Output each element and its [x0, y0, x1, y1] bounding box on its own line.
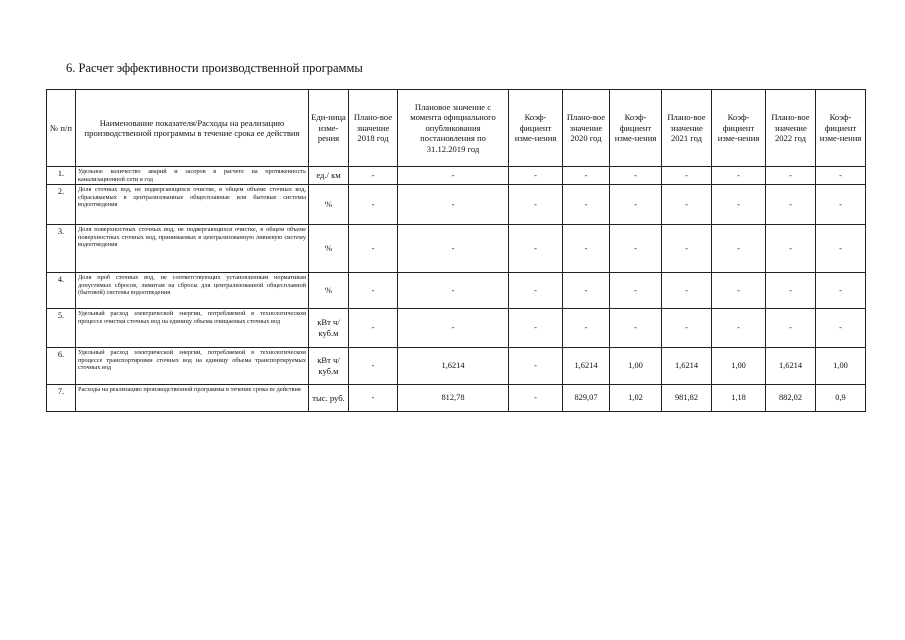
- value-cell: -: [509, 348, 563, 385]
- unit-cell: кВт ч/куб.м: [309, 348, 349, 385]
- value-cell: -: [563, 167, 610, 185]
- value-cell: 1,00: [712, 348, 766, 385]
- row-number: 4.: [47, 273, 76, 309]
- value-cell: 1,6214: [662, 348, 712, 385]
- column-header: Наименование показателя/Расходы на реализацию производственной программы в течение срока ее действия: [76, 90, 309, 167]
- unit-cell: тыс. руб.: [309, 385, 349, 412]
- table-row: [47, 225, 866, 273]
- column-header: Плано-вое значение 2022 год: [766, 90, 816, 167]
- value-cell: -: [349, 225, 398, 273]
- value-cell: -: [610, 309, 662, 348]
- value-cell: -: [509, 167, 563, 185]
- value-cell: -: [398, 309, 509, 348]
- value-cell: -: [610, 185, 662, 225]
- indicator-name: Удельный расход электрической энергии, потребляемой в технологическом процессе транспортировки сточных вод на единицу объема транспортируемых сточных вод: [76, 348, 309, 385]
- unit-cell: ед./ км: [309, 167, 349, 185]
- value-cell: -: [662, 185, 712, 225]
- value-cell: -: [712, 309, 766, 348]
- value-cell: -: [816, 167, 866, 185]
- value-cell: 1,6214: [398, 348, 509, 385]
- value-cell: -: [766, 273, 816, 309]
- value-cell: -: [610, 167, 662, 185]
- value-cell: -: [662, 225, 712, 273]
- value-cell: 0,9: [816, 385, 866, 412]
- value-cell: -: [398, 185, 509, 225]
- table-row: [47, 348, 866, 385]
- value-cell: 812,78: [398, 385, 509, 412]
- column-header: Плано-вое значение 2021 год: [662, 90, 712, 167]
- value-cell: -: [509, 309, 563, 348]
- indicator-name: Удельный расход электрической энергии, потребляемой в технологическом процессе очистки сточных вод на единицу объема очищаемых сточных вод: [76, 309, 309, 348]
- value-cell: 1,6214: [766, 348, 816, 385]
- table-header-row: [47, 90, 866, 167]
- value-cell: 1,02: [610, 385, 662, 412]
- value-cell: -: [766, 225, 816, 273]
- column-header: Плано-вое значение 2018 год: [349, 90, 398, 167]
- unit-cell: %: [309, 273, 349, 309]
- value-cell: -: [509, 385, 563, 412]
- value-cell: -: [563, 309, 610, 348]
- value-cell: -: [766, 185, 816, 225]
- value-cell: -: [398, 167, 509, 185]
- row-number: 7.: [47, 385, 76, 412]
- value-cell: -: [712, 225, 766, 273]
- indicator-name: Доля поверхностных сточных вод, не подвергающихся очистке, в общем объеме поверхностных сточных вод, принимаемых в централизованную ливневую систему водоотведения: [76, 225, 309, 273]
- column-header: Коэф-фициент изме-нения: [610, 90, 662, 167]
- table-row: [47, 385, 866, 412]
- value-cell: 829,07: [563, 385, 610, 412]
- column-header: Плановое значение с момента официального опубликования постановления по 31.12.2019 год: [398, 90, 509, 167]
- value-cell: -: [398, 225, 509, 273]
- indicator-name: Доля сточных вод, не подвергающихся очистке, в общем объеме сточных вод, сбрасываемых в централизованные общесплавные или бытовые системы водоотведения: [76, 185, 309, 225]
- row-number: 6.: [47, 348, 76, 385]
- value-cell: -: [662, 309, 712, 348]
- row-number: 1.: [47, 167, 76, 185]
- column-header: Коэф-фициент изме-нения: [509, 90, 563, 167]
- value-cell: -: [662, 167, 712, 185]
- value-cell: -: [349, 185, 398, 225]
- value-cell: -: [816, 309, 866, 348]
- efficiency-table: [46, 89, 866, 412]
- column-header: Коэф-фициент изме-нения: [816, 90, 866, 167]
- value-cell: -: [712, 167, 766, 185]
- column-header: Коэф-фициент изме-нения: [712, 90, 766, 167]
- value-cell: -: [563, 273, 610, 309]
- value-cell: -: [349, 273, 398, 309]
- value-cell: 1,00: [816, 348, 866, 385]
- value-cell: -: [816, 273, 866, 309]
- value-cell: -: [563, 185, 610, 225]
- value-cell: 1,18: [712, 385, 766, 412]
- row-number: 5.: [47, 309, 76, 348]
- column-header: № п/п: [47, 90, 76, 167]
- value-cell: -: [766, 309, 816, 348]
- value-cell: 882,02: [766, 385, 816, 412]
- value-cell: -: [509, 273, 563, 309]
- value-cell: -: [712, 273, 766, 309]
- table-row: [47, 273, 866, 309]
- indicator-name: Расходы на реализацию производственной программы в течение срока ее действия: [76, 385, 309, 412]
- section-heading: 6. Расчет эффективности производственной программы: [66, 61, 363, 75]
- unit-cell: кВт ч/куб.м: [309, 309, 349, 348]
- value-cell: -: [349, 167, 398, 185]
- value-cell: -: [349, 385, 398, 412]
- table-row: [47, 309, 866, 348]
- value-cell: -: [563, 225, 610, 273]
- value-cell: -: [509, 185, 563, 225]
- value-cell: -: [816, 185, 866, 225]
- value-cell: -: [712, 185, 766, 225]
- indicator-name: Удельное количество аварий и засоров в расчете на протяженность канализационной сети в год: [76, 167, 309, 185]
- value-cell: 981,82: [662, 385, 712, 412]
- indicator-name: Доля проб сточных вод, не соответствующих установленным нормативам допустимых сбросов, лимитам на сбросы для централизованной общесплавной (бытовой) системы водоотведения: [76, 273, 309, 309]
- column-header: Еди-ница изме-рения: [309, 90, 349, 167]
- value-cell: -: [662, 273, 712, 309]
- row-number: 3.: [47, 225, 76, 273]
- unit-cell: %: [309, 185, 349, 225]
- value-cell: -: [509, 225, 563, 273]
- value-cell: 1,6214: [563, 348, 610, 385]
- value-cell: -: [349, 309, 398, 348]
- value-cell: -: [349, 348, 398, 385]
- table-row: [47, 167, 866, 185]
- value-cell: -: [766, 167, 816, 185]
- value-cell: -: [816, 225, 866, 273]
- value-cell: -: [610, 225, 662, 273]
- value-cell: -: [398, 273, 509, 309]
- value-cell: 1,00: [610, 348, 662, 385]
- unit-cell: %: [309, 225, 349, 273]
- row-number: 2.: [47, 185, 76, 225]
- table-row: [47, 185, 866, 225]
- value-cell: -: [610, 273, 662, 309]
- column-header: Плано-вое значение 2020 год: [563, 90, 610, 167]
